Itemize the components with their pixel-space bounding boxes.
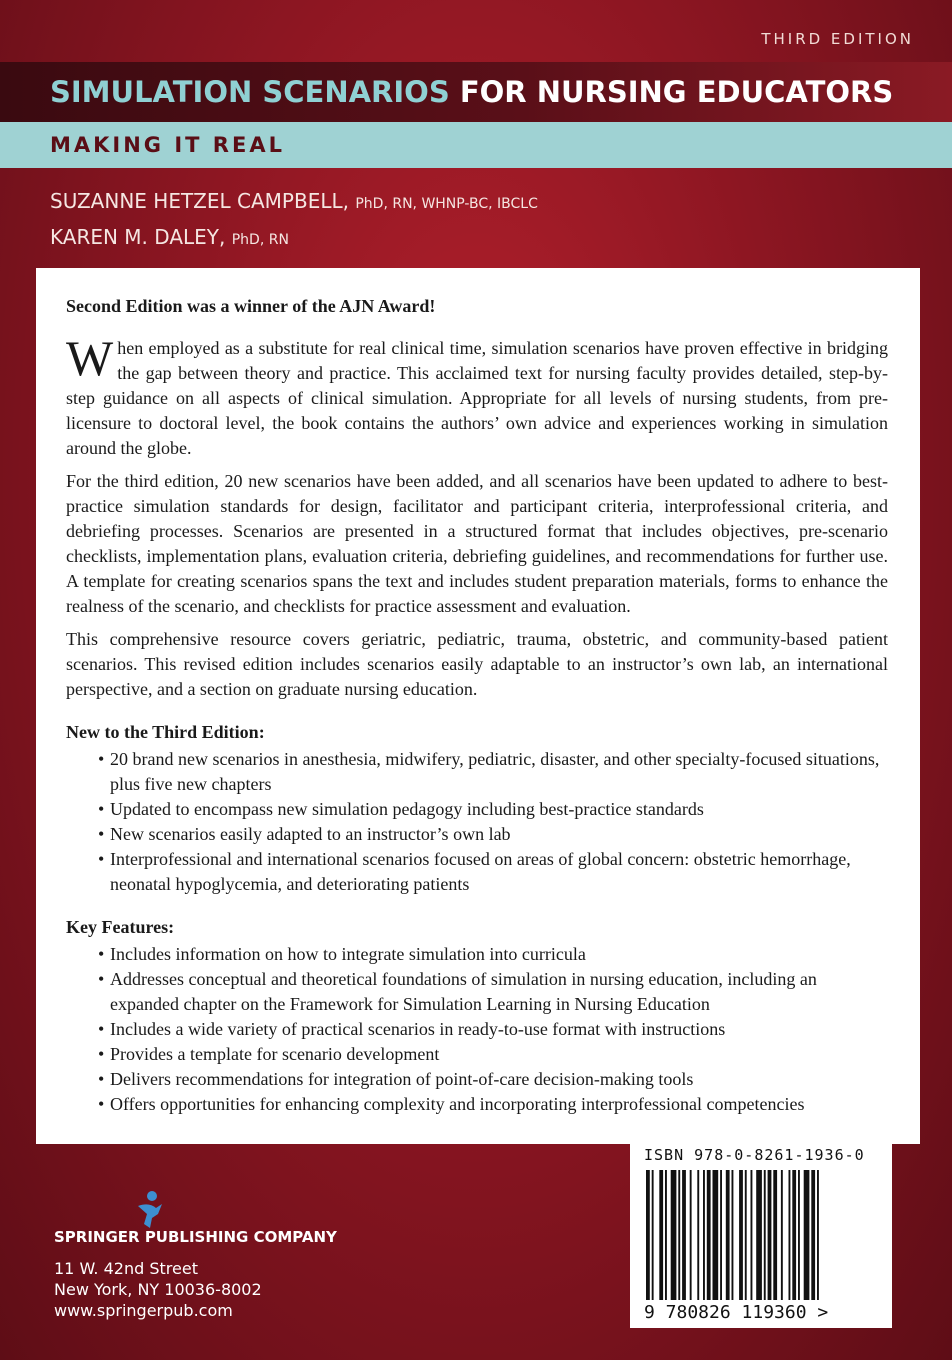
barcode-icon <box>644 1170 878 1300</box>
description-panel <box>36 268 920 1144</box>
paragraph-2: For the third edition, 20 new scenarios have been added, and all scenarios have been updated to adhere to best-practice simulation standards for design, facilitator and participant criteria, interprofessional criteria, and debriefing processes. Scenarios are presented in a structured format that includes objectives, pre-scenario checklists, implementation plans, evaluation criteria, debriefing guidelines, and recommendations for further use. A template for creating scenarios spans the text and includes student preparation materials, forms to enhance the realness of the scenario, and checklists for practice assessment and evaluation. <box>66 471 888 616</box>
key-features-heading: Key Features: <box>66 917 175 937</box>
barcode-box <box>630 1136 892 1328</box>
isbn-label: ISBN 978-0-8261-1936-0 <box>644 1146 865 1164</box>
author-1 <box>50 186 538 222</box>
publisher-address <box>54 1258 262 1321</box>
barcode-number: 9 780826 119360 > <box>644 1302 829 1323</box>
drop-cap: W <box>66 330 114 386</box>
subtitle: MAKING IT REAL <box>0 122 952 168</box>
author-credentials: PhD, RN, WHNP-BC, IBCLC <box>355 196 538 212</box>
author-name: SUZANNE HETZEL CAMPBELL, <box>50 189 349 213</box>
list-item: • 20 brand new scenarios in anesthesia, midwifery, pediatric, disaster, and other specialty-focused situations, plus five new chapters <box>66 747 888 797</box>
new-edition-list <box>66 747 888 897</box>
list-item: • New scenarios easily adapted to an instructor’s own lab <box>66 822 888 847</box>
list-item: • Interprofessional and international scenarios focused on areas of global concern: obstetric hemorrhage, neonatal hypoglycemia, and deteriorating patients <box>66 847 888 897</box>
edition-label: THIRD EDITION <box>761 30 914 48</box>
paragraph-3: This comprehensive resource covers geriatric, pediatric, trauma, obstetric, and community-based patient scenarios. This revised edition includes scenarios easily adaptable to an instructor’s own lab, an international perspective, and a section on graduate nursing education. <box>66 629 888 699</box>
authors <box>50 186 538 258</box>
address-line: 11 W. 42nd Street <box>54 1259 198 1278</box>
intro-text: hen employed as a substitute for real clinical time, simulation scenarios have proven effective in bridging the gap between theory and practice. This acclaimed text for nursing faculty provides detailed, step-by-step guidance on all aspects of clinical simulation. Appropriate for all levels of nursing students, from pre-licensure to doctoral level, the book contains the authors’ own advice and experiences working in simulation around the globe. <box>66 338 888 458</box>
title-part-1: SIMULATION SCENARIOS <box>50 75 450 109</box>
author-2 <box>50 222 538 258</box>
author-name: KAREN M. DALEY, <box>50 225 226 249</box>
list-item: • Provides a template for scenario development <box>66 1042 888 1067</box>
intro-paragraph <box>66 330 888 461</box>
list-item: • Delivers recommendations for integration of point-of-care decision-making tools <box>66 1067 888 1092</box>
key-features-list <box>66 942 888 1117</box>
address-line: New York, NY 10036-8002 <box>54 1280 262 1299</box>
list-item: • Offers opportunities for enhancing complexity and incorporating interprofessional competencies <box>66 1092 888 1117</box>
author-credentials: PhD, RN <box>231 232 289 248</box>
title-band <box>0 62 952 122</box>
publisher-website: www.springerpub.com <box>54 1301 233 1320</box>
award-line: Second Edition was a winner of the AJN Award! <box>66 296 436 316</box>
list-item: • Includes information on how to integrate simulation into curricula <box>66 942 888 967</box>
list-item: • Includes a wide variety of practical scenarios in ready-to-use format with instructions <box>66 1017 888 1042</box>
list-item: • Updated to encompass new simulation pedagogy including best-practice standards <box>66 797 888 822</box>
new-edition-heading: New to the Third Edition: <box>66 722 265 742</box>
publisher-name: SPRINGER PUBLISHING COMPANY <box>54 1228 337 1246</box>
list-item: • Addresses conceptual and theoretical foundations of simulation in nursing education, including an expanded chapter on the Framework for Simulation Learning in Nursing Education <box>66 967 888 1017</box>
title-part-2: FOR NURSING EDUCATORS <box>459 75 894 109</box>
